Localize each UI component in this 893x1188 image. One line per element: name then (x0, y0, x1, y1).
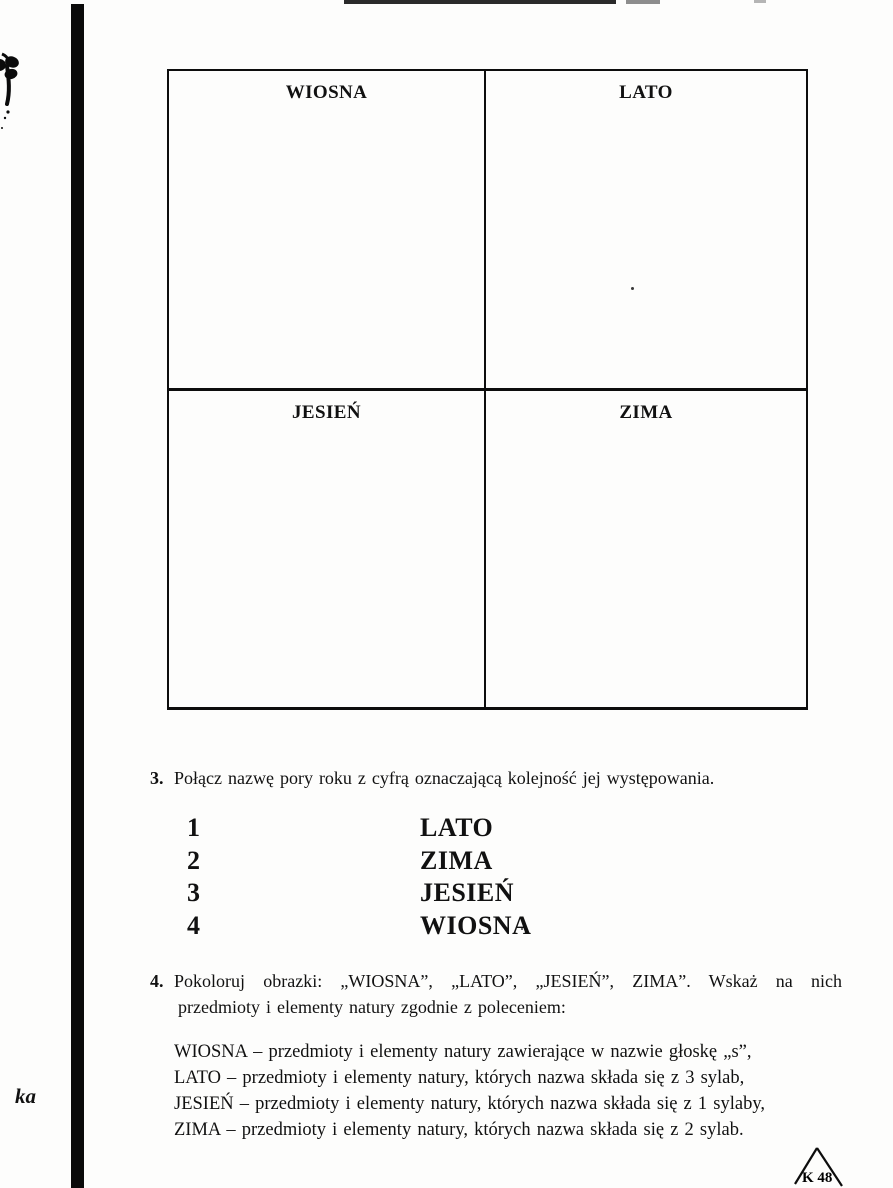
season-cell-label: JESIEŃ (292, 402, 361, 423)
season-cell-label: ZIMA (619, 402, 673, 423)
task4-instruction-row (150, 969, 845, 1020)
rule-jesien: JESIEŃ – przedmioty i elementy natury, których nazwa składa się z 1 sylaby, (174, 1094, 765, 1114)
season-cell-jesien (169, 391, 486, 707)
stamp-label: K 48 (802, 1170, 833, 1186)
task3-number: 3. (150, 768, 164, 788)
order-digit: 3 (187, 878, 200, 908)
match-pair-row (187, 845, 531, 878)
match-pair-row (187, 910, 531, 943)
task4-number: 4. (150, 971, 164, 991)
task3-instruction: Połącz nazwę pory roku z cyfrą oznaczającą kolejność jej występowania. (174, 768, 715, 788)
season-name: WIOSNA (420, 911, 532, 941)
season-name: LATO (420, 813, 494, 843)
season-cell-wiosna (169, 71, 486, 391)
season-cell-label: WIOSNA (285, 82, 368, 103)
scan-speck (631, 287, 634, 290)
task4-instruction (174, 969, 845, 1020)
season-name: ZIMA (420, 845, 493, 875)
season-cell-lato (486, 71, 806, 391)
task4-instruction-line1: Pokoloruj obrazki: „WIOSNA”, „LATO”, „JESIEŃ”, ZIMA”. Wskaż na nich (174, 971, 842, 991)
scan-artifact-strip (344, 0, 616, 4)
flower-ornament-icon (0, 52, 26, 132)
rule-zima: ZIMA – przedmioty i elementy natury, których nazwa składa się z 2 sylab. (174, 1120, 744, 1140)
scan-artifact-strip (626, 0, 660, 4)
order-digit: 2 (187, 845, 200, 875)
page-binding-bar (71, 4, 84, 1188)
order-digit: 1 (187, 813, 200, 843)
card-number-stamp (788, 1140, 852, 1188)
task4-instruction-line2: przedmioty i elementy natury zgodnie z poleceniem: (178, 996, 566, 1017)
rule-wiosna: WIOSNA – przedmioty i elementy natury zawierające w nazwie głoskę „s”, (174, 1042, 752, 1062)
coloring-rules-list (174, 1039, 854, 1143)
match-pair-row (187, 877, 531, 910)
scan-artifact-strip (754, 0, 766, 3)
match-pairs-list (187, 812, 531, 942)
season-cell-zima (486, 391, 806, 707)
season-name: JESIEŃ (420, 878, 515, 908)
rule-lato: LATO – przedmioty i elementy natury, których nazwa składa się z 3 sylab, (174, 1068, 745, 1088)
season-cell-label: LATO (619, 82, 673, 103)
order-digit: 4 (187, 911, 200, 941)
task3-instruction-row (150, 766, 850, 792)
margin-word: ka (15, 1084, 36, 1108)
match-pair-row (187, 812, 531, 845)
season-grid-table (167, 69, 808, 710)
